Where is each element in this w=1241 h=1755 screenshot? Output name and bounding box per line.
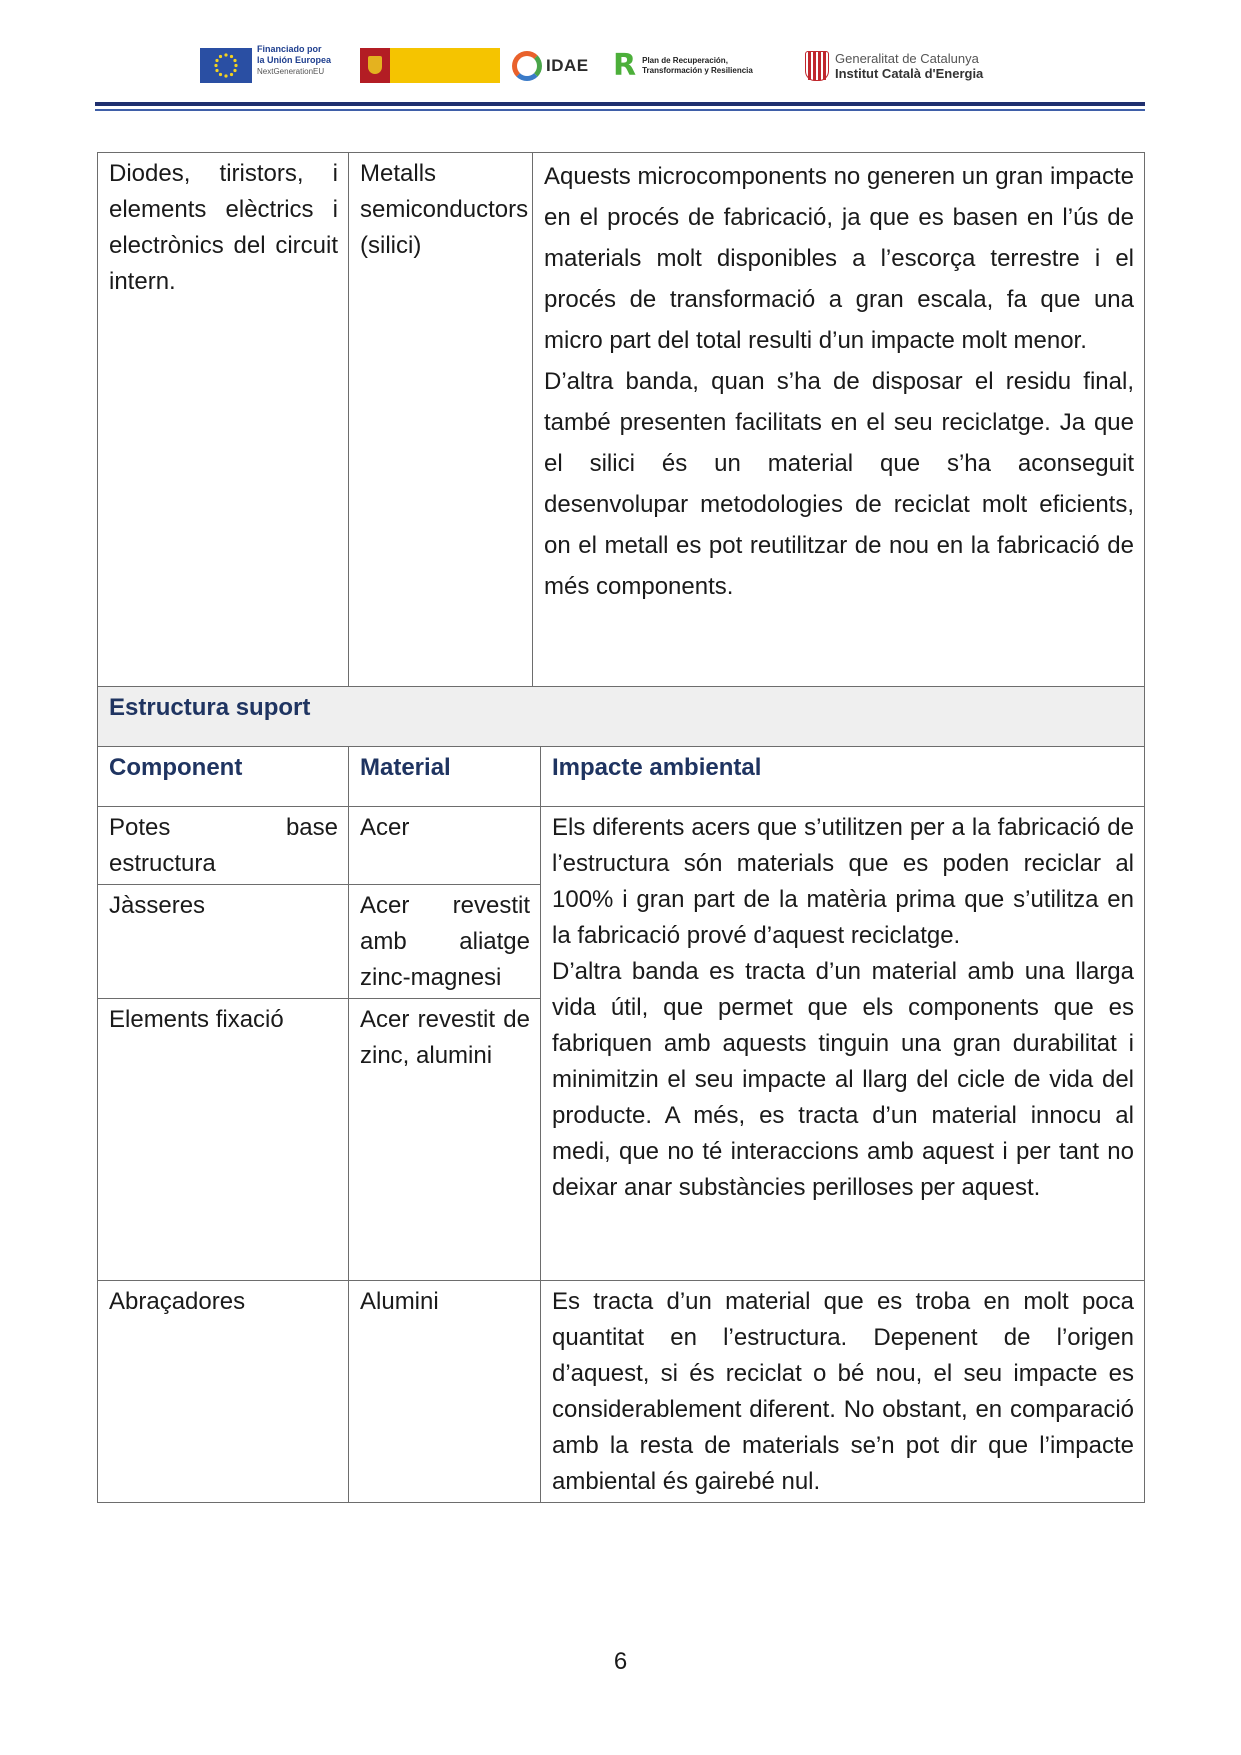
- column-header: Component: [98, 747, 349, 807]
- material-cell: Acer revestit amb aliatge zinc-magnesi: [349, 885, 541, 999]
- gencat-logo: [805, 46, 983, 86]
- section-title: Estructura suport: [98, 687, 1145, 747]
- eu-logo-line3: NextGenerationEU: [257, 67, 325, 76]
- spain-government-logo: [360, 48, 500, 83]
- impact-paragraph: Aquests microcomponents no generen un gran impacte en el procés de fabricació, ja que es basen en l’ús de materials molt disponibles a l’escorça terrestre i el procés de transformació a gran escala, fa que una micro part del total resulti d’un impacte molt menor.: [544, 163, 1134, 354]
- spain-shield-icon: [360, 48, 390, 83]
- component-cell: Potes base estructura: [98, 807, 349, 885]
- column-header: Impacte ambiental: [541, 747, 1145, 807]
- table-row: [98, 153, 1145, 687]
- impact-paragraph: D’altra banda, quan s’ha de disposar el residu final, també presenten facilitats en el seu reciclatge. Ja que el silici és un material que s’ha aconseguit desenvolupar metodologies de reciclat molt eficients, on el metall es pot reutilitzar de nou en la fabricació de més components.: [544, 368, 1134, 600]
- eu-logo-line2: la Unión Europea: [257, 55, 332, 65]
- eu-flag-icon: [200, 48, 252, 83]
- component-cell: Jàsseres: [98, 885, 349, 999]
- prtr-r-icon: R: [613, 48, 637, 83]
- header-rule-dark: [95, 102, 1145, 106]
- header-logos: [200, 40, 1040, 90]
- gencat-line2: Institut Català d'Energia: [835, 66, 984, 81]
- impact-paragraph: Els diferents acers que s’utilitzen per a la fabricació de l’estructura són materials que es poden reciclar al 100% i gran part de la matèria prima que s’utilitza en la fabricació prové d’aquest reciclatge.: [552, 814, 1134, 949]
- material-cell: Metalls semiconductors (silici): [349, 153, 533, 687]
- component-impact-table: [97, 152, 1145, 1503]
- material-cell: Alumini: [349, 1281, 541, 1503]
- table-row: [98, 1281, 1145, 1503]
- impact-paragraph: D’altra banda es tracta d’un material amb una llarga vida útil, que permet que els components que es fabriquen amb aquests tinguin una gran durabilitat i minimitzin el seu impacte al llarg del cicle de vida del producte. A més, es tracta d’un material innocu al medi, que no té interaccions amb aquest i per tant no deixar anar substàncies perilloses per aquest.: [552, 958, 1134, 1201]
- column-header: Material: [349, 747, 541, 807]
- prtr-logo: [613, 46, 753, 86]
- eu-logo-line1: Financiado por: [257, 44, 322, 54]
- idae-name: IDAE: [546, 56, 589, 75]
- impact-cell: [541, 1281, 1145, 1503]
- table-row: [98, 807, 1145, 885]
- section-heading-row: [98, 687, 1145, 747]
- column-header-row: [98, 747, 1145, 807]
- prtr-line1: Plan de Recuperación,: [642, 56, 728, 65]
- component-cell: Diodes, tiristors, i elements elèctrics i electrònics del circuit intern.: [98, 153, 349, 687]
- material-cell: Acer: [349, 807, 541, 885]
- prtr-line2: Transformación y Resiliencia: [642, 66, 753, 75]
- gencat-line1: Generalitat de Catalunya: [835, 51, 979, 66]
- impact-paragraph: Es tracta d’un material que es troba en molt poca quantitat en l’estructura. Depenent de l’origen d’aquest, si és reciclat o bé nou, el seu impacte es considerablement diferent. No obstant, en comparació amb la resta de materials se’n pot dir que l’impacte ambiental és gairebé nul.: [552, 1288, 1134, 1495]
- impact-cell: [541, 807, 1145, 1281]
- material-cell: Acer revestit de zinc, alumini: [349, 999, 541, 1281]
- eu-funding-text: [257, 44, 331, 77]
- component-cell: Abraçadores: [98, 1281, 349, 1503]
- impact-cell: [533, 153, 1145, 687]
- idae-ring-icon: [512, 51, 542, 81]
- idae-logo: [512, 46, 589, 86]
- senyera-icon: [805, 51, 829, 81]
- component-cell: Elements fixació: [98, 999, 349, 1281]
- header-rule-light: [95, 109, 1145, 111]
- page-number: 6: [613, 1648, 628, 1675]
